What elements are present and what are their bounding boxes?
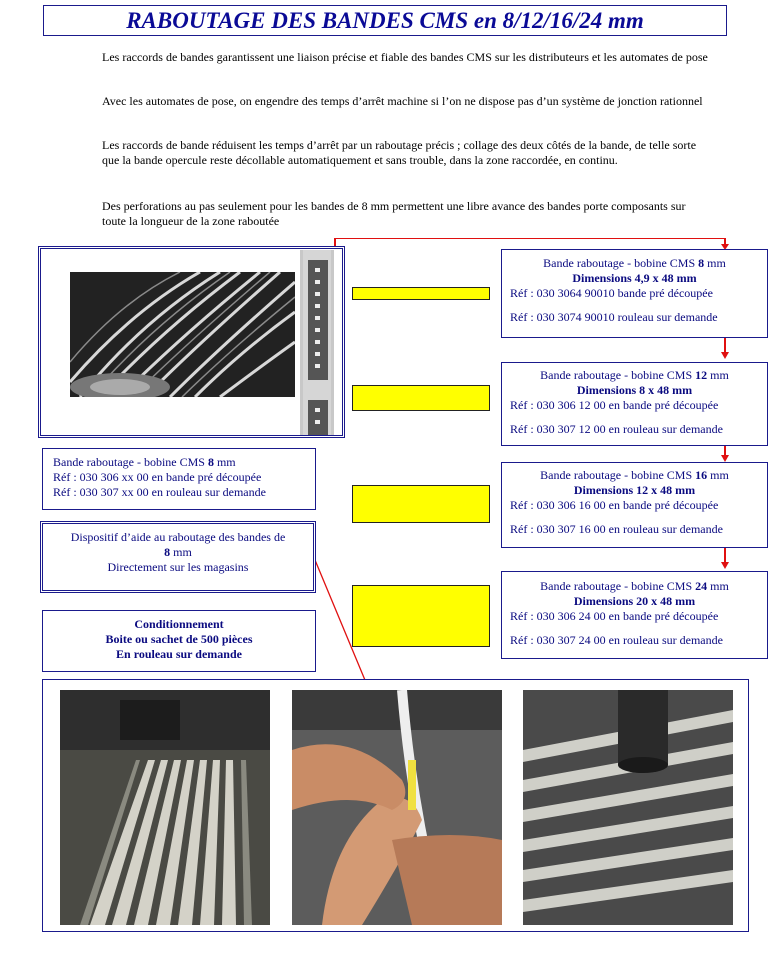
packaging-line-1: Conditionnement	[134, 617, 224, 631]
hand-splicing-photo	[292, 690, 502, 925]
tool-box-line-1: Dispositif d’aide au raboutage des bandes de	[70, 530, 286, 544]
tool-box-line-3: Directement sur les magasins	[107, 560, 249, 574]
product-unit: mm	[707, 368, 729, 382]
title-box	[43, 5, 727, 36]
tool-box	[40, 521, 316, 593]
product-dimensions: Dimensions 20 x 48 mm	[573, 594, 696, 608]
left-box-ref-1: Réf : 030 306 xx 00 en bande pré découpée	[53, 470, 262, 484]
left-product-box	[42, 448, 316, 510]
tool-box-unit: mm	[170, 545, 192, 559]
product-size: 16	[695, 468, 708, 482]
product-size: 24	[695, 579, 708, 593]
product-unit: mm	[707, 468, 729, 482]
product-ref-2: Réf : 030 307 16 00 en rouleau sur demande	[510, 522, 723, 536]
paragraph-2: Avec les automates de pose, on engendre des temps d’arrêt machine si l’on ne dispose pas d’un système de jonction rationnel	[102, 94, 703, 108]
splice-sample-8mm	[352, 287, 490, 300]
product-ref-2: Réf : 030 3074 90010 rouleau sur demande	[510, 310, 718, 324]
product-size: 12	[695, 368, 708, 382]
paragraph-4: Des perforations au pas seulement pour les bandes de 8 mm permettent une libre avance des bandes porte composants sur toute la longueur de la zone raboutée	[102, 199, 686, 228]
product-ref-1: Réf : 030 3064 90010 bande pré découpée	[510, 286, 713, 300]
product-dimensions: Dimensions 8 x 48 mm	[576, 383, 693, 397]
product-ref-2: Réf : 030 307 12 00 en rouleau sur demande	[510, 422, 723, 436]
paragraph-1: Les raccords de bandes garantissent une liaison précise et fiable des bandes CMS sur les distributeurs et les automates de pose	[102, 50, 708, 64]
product-ref-1: Réf : 030 306 24 00 en bande pré découpée	[510, 609, 719, 623]
packaging-line-2: Boite ou sachet de 500 pièces	[105, 632, 253, 646]
product-ref-1: Réf : 030 306 16 00 en bande pré découpée	[510, 498, 719, 512]
packaging-line-3: En rouleau sur demande	[116, 647, 242, 661]
left-box-title: Bande raboutage - bobine CMS	[53, 455, 208, 469]
product-dimensions: Dimensions 4,9 x 48 mm	[572, 271, 697, 285]
product-ref-1: Réf : 030 306 12 00 en bande pré découpée	[510, 398, 719, 412]
splice-tape	[300, 250, 334, 435]
product-ref-2: Réf : 030 307 24 00 en rouleau sur demande	[510, 633, 723, 647]
product-title: Bande raboutage - bobine CMS	[543, 256, 699, 270]
connector-line	[334, 238, 725, 239]
product-size: 8	[698, 256, 705, 270]
product-box-12mm	[501, 362, 768, 446]
page-title: RABOUTAGE DES BANDES CMS en 8/12/16/24 mm	[126, 8, 644, 33]
product-title: Bande raboutage - bobine CMS	[540, 579, 696, 593]
tool-box-size: 8	[164, 545, 171, 559]
arrow-down-icon	[721, 352, 729, 359]
product-title: Bande raboutage - bobine CMS	[540, 368, 696, 382]
left-box-unit: mm	[213, 455, 236, 469]
arrow-down-icon	[721, 455, 729, 462]
product-box-16mm	[501, 462, 768, 548]
product-box-8mm	[501, 249, 768, 338]
left-box-ref-2: Réf : 030 307 xx 00 en rouleau sur demande	[53, 485, 266, 499]
product-unit: mm	[707, 579, 729, 593]
splice-sample-12mm	[352, 385, 490, 411]
left-box-size: 8	[207, 455, 214, 469]
arrow-down-icon	[721, 562, 729, 569]
product-box-24mm	[501, 571, 768, 659]
splice-sample-24mm	[352, 585, 490, 647]
packaging-box	[42, 610, 316, 672]
paragraph-3: Les raccords de bande réduisent les temps d’arrêt par un raboutage précis ; collage des deux côtés de la bande, de telle sorte que la bande opercule reste décollable automatiquement et sans trouble, dans la zone raccordée, en continu.	[102, 138, 697, 167]
product-unit: mm	[704, 256, 726, 270]
feeder-photo	[70, 272, 295, 397]
splice-sample-16mm	[352, 485, 490, 523]
product-dimensions: Dimensions 12 x 48 mm	[573, 483, 696, 497]
product-title: Bande raboutage - bobine CMS	[540, 468, 696, 482]
tape-magazine-photo	[523, 690, 733, 925]
machine-feeders-photo	[60, 690, 270, 925]
